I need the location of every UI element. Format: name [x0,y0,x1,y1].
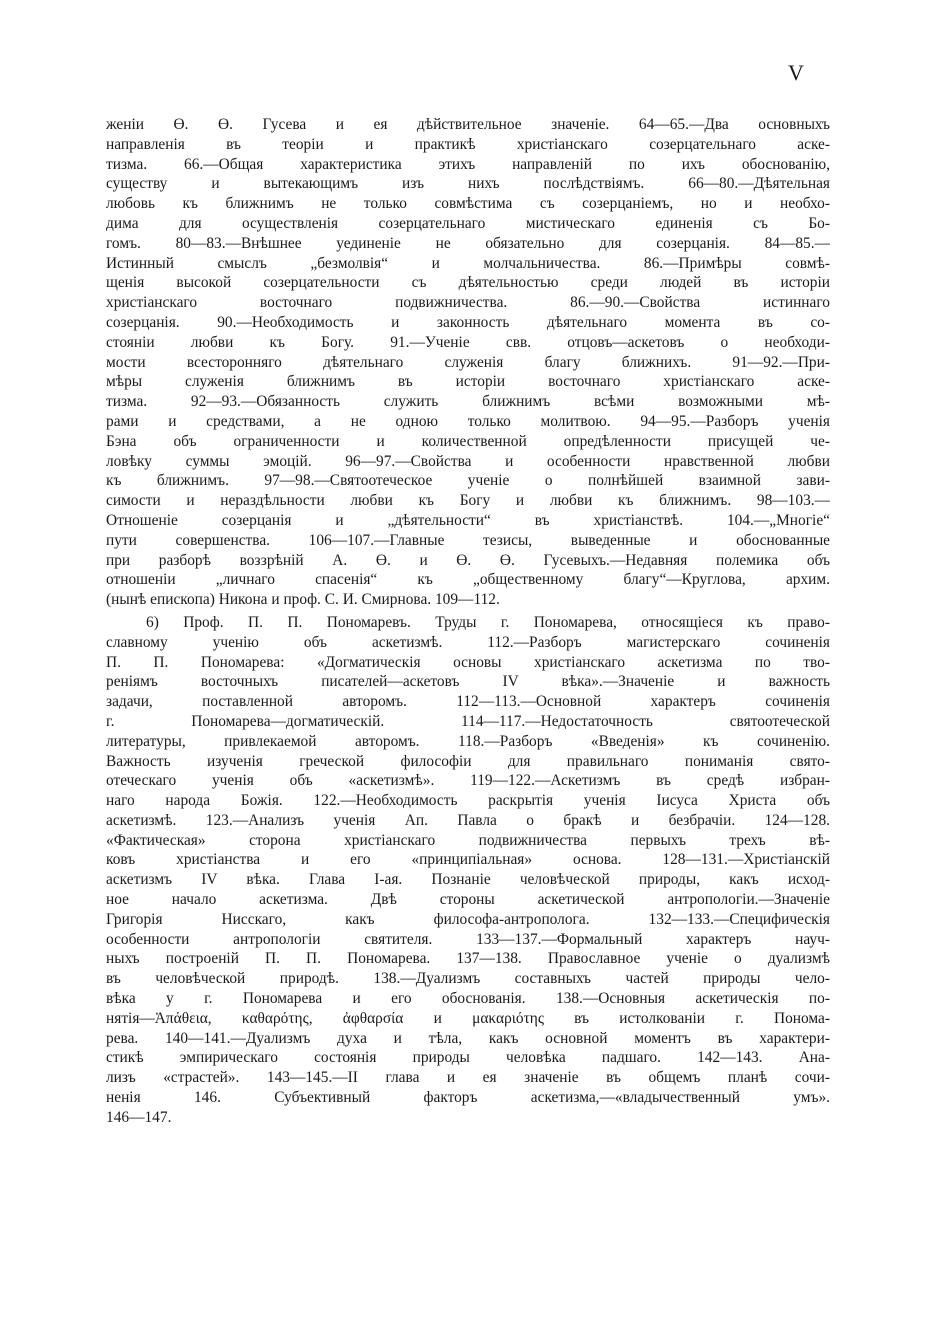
text-line: стояніи любви къ Богу. 91.—Ученіе свв. отцовъ—аскетовъ о необходи- [106,333,830,351]
text-line: отношеніи „личнаго спасенія“ къ „общественному благу“—Круглова, архим. [106,571,830,589]
text-line: задачи, поставленной авторомъ. 112—113.—Основной характеръ сочиненія [106,693,830,711]
text-line: щенія высокой созерцательности съ дѣятельностью среди людей въ исторіи [106,274,830,292]
text-line: дима для осуществленія созерцательнаго мистическаго единенія съ Бо- [106,214,830,232]
text-line: литературы, привлекаемой авторомъ. 118.—Разборъ «Введенія» къ сочиненію. [106,732,830,750]
text-line: пути совершенства. 106—107.—Главные тезисы, выведенные и обоснованные [106,531,830,549]
text-line: наго народа Божія. 122.—Необходимость раскрытія ученія Іисуса Христа объ [106,792,830,810]
text-line: къ ближнимъ. 97—98.—Святоотеческое ученіе о полнѣйшей взаимной зави- [106,472,830,490]
text-line: аскетизмъ IV вѣка. Глава I-ая. Познаніе человѣческой природы, какъ исход- [106,871,830,889]
paragraph-1 [106,115,830,610]
text-line: симости и нераздѣльности любви къ Богу и любви къ ближнимъ. 98—103.— [106,492,830,510]
text-line: вѣка у г. Пономарева и его обоснованія. 138.—Основныя аскетическія по- [106,990,830,1008]
paragraph-2 [106,613,830,1128]
text-line: мѣры служенія ближнимъ въ исторіи восточнаго христіанскаго аске- [106,373,830,391]
text-line: ненія 146. Субъективный факторъ аскетизма,—«владычественный умъ». [106,1089,830,1107]
text-line: отеческаго ученія объ «аскетизмѣ». 119—122.—Аскетизмъ въ средѣ избран- [106,772,830,790]
text-line: 146—147. [106,1108,172,1126]
text-line: созерцанія. 90.—Необходимость и законность дѣятельнаго момента въ со- [106,313,830,331]
text-line: г. Пономарева—догматическій. 114—117.—Недостаточность святоотеческой [106,712,830,730]
text-line: тизма. 92—93.—Обязанность служить ближнимъ всѣми возможными мѣ- [106,393,830,411]
text-line: мости всесторонняго дѣятельнаго служенія благу ближнихъ. 91—92.—При- [106,353,830,371]
text-line: христіанскаго восточнаго подвижничества. 86.—90.—Свойства истиннаго [106,294,830,312]
text-line: 6) Проф. П. П. Пономаревъ. Труды г. Пономарева, относящіеся къ право- [146,613,830,631]
text-line: «Фактическая» сторона христіанскаго подвижничества первыхъ трехъ вѣ- [106,831,830,849]
text-line: особенности антропологіи святителя. 133—137.—Формальный характеръ науч- [106,930,830,948]
text-line: Истинный смыслъ „безмолвія“ и молчальничества. 86.—Примѣры совмѣ- [106,254,830,272]
text-line: тизма. 66.—Общая характеристика этихъ направленій по ихъ обоснованію, [106,155,830,173]
text-line: (нынѣ епископа) Никона и проф. С. И. Смирнова. 109—112. [106,591,500,609]
text-line: въ человѣческой природѣ. 138.—Дуализмъ составныхъ частей природы чело- [106,970,830,988]
page-number: V [788,60,804,85]
text-block [106,115,830,1128]
text-line: П. П. Пономарева: «Догматическія основы христіанскаго аскетизма по тво- [106,653,830,671]
text-line: лизъ «страстей». 143—145.—II глава и ея значеніе въ общемъ планѣ сочи- [106,1069,830,1087]
text-line: ное начало аскетизма. Двѣ стороны аскетической антропологіи.—Значеніе [106,891,830,909]
text-line: рева. 140—141.—Дуализмъ духа и тѣла, какъ основной моментъ въ характери- [106,1029,830,1047]
text-line: реніямъ восточныхъ писателей—аскетовъ IV вѣка».—Значеніе и важность [106,673,830,691]
text-line: при разборѣ воззрѣній А. Ө. и Ө. Ө. Гусевыхъ.—Недавняя полемика объ [106,551,830,569]
text-line: рами и средствами, а не одною только молитвою. 94—95.—Разборъ ученія [106,412,830,430]
text-line: гомъ. 80—83.—Внѣшнее уединеніе не обязательно для созерцанія. 84—85.— [106,234,830,252]
text-line: любовь къ ближнимъ не только совмѣстима съ созерцаніемъ, но и необхо- [106,195,830,213]
text-line: Бэна объ ограниченности и количественной опредѣленности присущей че- [106,432,830,450]
text-line: нятія—Ἀπάθεια, καθαρότης, ἀφθαρσία и μακαριότης въ истолкованіи г. Понома- [106,1009,830,1027]
text-line: стикѣ эмпирическаго состоянія природы человѣка падшаго. 142—143. Ана- [106,1049,830,1067]
text-line: ковъ христіанства и его «принципіальная» основа. 128—131.—Христіанскій [106,851,830,869]
text-line: ныхъ построеній П. П. Пономарева. 137—138. Православное ученіе о дуализмѣ [106,950,830,968]
text-line: направленія въ теоріи и практикѣ христіанскаго созерцательнаго аске- [106,135,830,153]
text-line: Отношеніе созерцанія и „дѣятельности“ въ христіанствѣ. 104.—„Многіе“ [106,511,830,529]
text-line: ловѣку суммы эмоцій. 96—97.—Свойства и особенности нравственной любви [106,452,830,470]
text-line: Григорія Нисскаго, какъ философа-антрополога. 132—133.—Специфическія [106,910,830,928]
text-line: женіи Ө. Ө. Гусева и ея дѣйствительное значеніе. 64—65.—Два основныхъ [106,116,830,133]
text-line: аскетизмѣ. 123.—Анализъ ученія Ап. Павла о бракѣ и безбрачіи. 124—128. [106,811,830,829]
text-line: Важность изученія греческой философіи для правильнаго пониманія свято- [106,752,830,770]
text-line: славному ученію объ аскетизмѣ. 112.—Разборъ магистерскаго сочиненія [106,633,830,651]
text-line: существу и вытекающимъ изъ нихъ послѣдствіямъ. 66—80.—Дѣятельная [106,175,830,193]
